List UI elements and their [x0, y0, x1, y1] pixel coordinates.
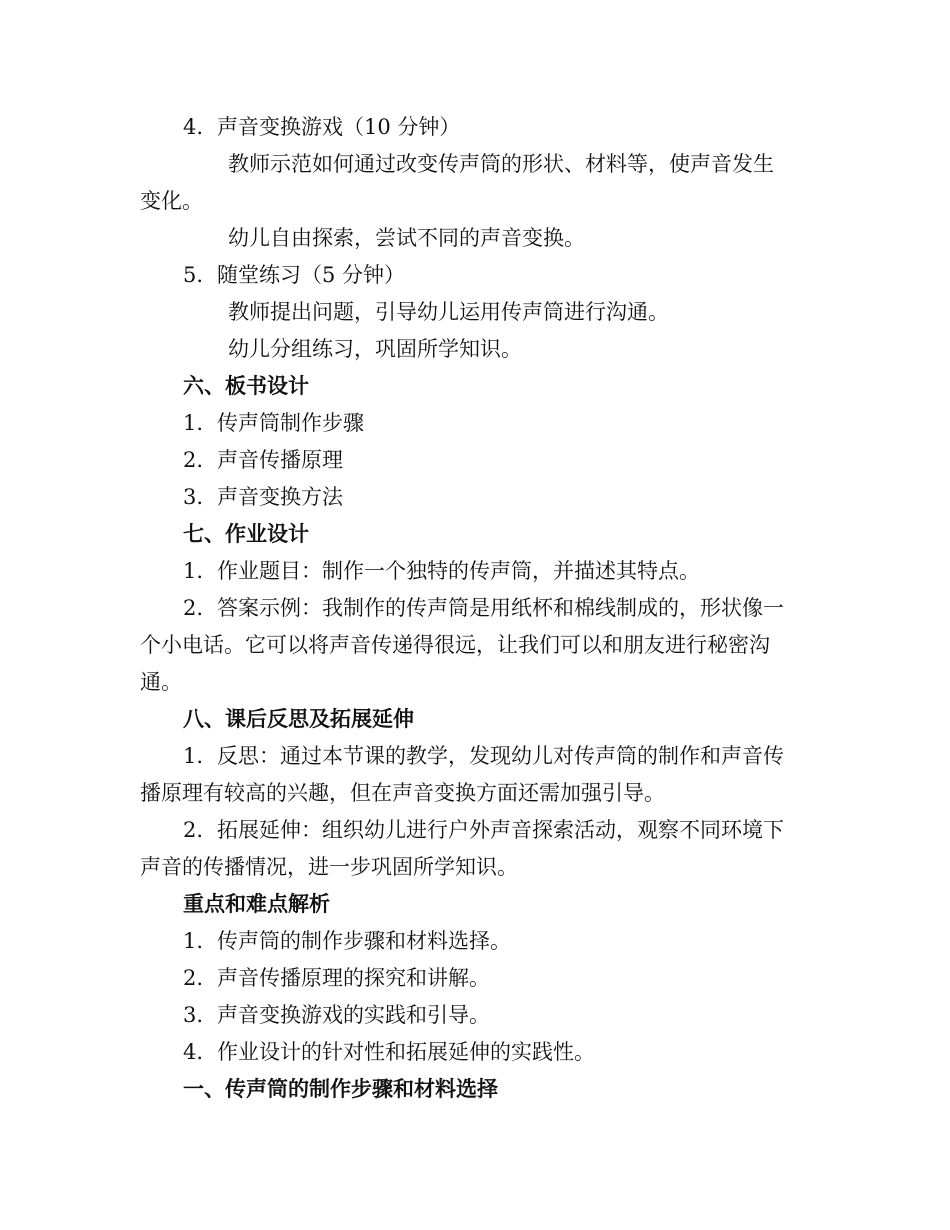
line-text: 作业设计的针对性和拓展延伸的实践性。	[217, 1040, 595, 1064]
list-number: 4.	[183, 1040, 204, 1064]
list-item	[0, 743, 950, 769]
list-number: 2.	[183, 596, 204, 620]
section-5-heading	[0, 262, 950, 288]
heading-text: 重点和难点解析	[183, 891, 330, 916]
list-item	[0, 817, 950, 843]
line-text: 幼儿自由探索，尝试不同的声音变换。	[228, 226, 585, 250]
paragraph-line	[0, 299, 950, 325]
heading-text: 七、作业设计	[183, 521, 309, 546]
line-text: 幼儿分组练习，巩固所学知识。	[228, 337, 522, 361]
line-text: 个小电话。它可以将声音传递得很远，让我们可以和朋友进行秘密沟	[140, 633, 770, 657]
section-4-heading	[0, 114, 950, 140]
list-item	[0, 1039, 950, 1065]
section-heading-6	[0, 373, 950, 399]
list-item	[0, 558, 950, 584]
heading-text: 一、传声筒的制作步骤和材料选择	[183, 1076, 498, 1101]
line-text: 播原理有较高的兴趣，但在声音变换方面还需加强引导。	[140, 781, 665, 805]
paragraph-line	[0, 780, 950, 806]
line-text: 拓展延伸：组织幼儿进行户外声音探索活动，观察不同环境下	[217, 818, 784, 842]
paragraph-line	[0, 188, 950, 214]
line-text: 随堂练习（5 分钟）	[217, 263, 406, 287]
heading-text: 八、课后反思及拓展延伸	[183, 706, 414, 731]
line-text: 答案示例：我制作的传声筒是用纸杯和棉线制成的，形状像一	[217, 596, 784, 620]
line-text: 声音变换游戏（10 分钟）	[217, 115, 461, 139]
list-item	[0, 928, 950, 954]
list-number: 2.	[183, 448, 204, 472]
list-item	[0, 1002, 950, 1028]
list-number: 1.	[183, 559, 204, 583]
list-number: 3.	[183, 485, 204, 509]
list-number: 2.	[183, 966, 204, 990]
list-item	[0, 595, 950, 621]
paragraph-line	[0, 151, 950, 177]
list-number: 4.	[183, 115, 204, 139]
line-text: 作业题目：制作一个独特的传声筒，并描述其特点。	[217, 559, 700, 583]
line-text: 教师示范如何通过改变传声筒的形状、材料等，使声音发生	[228, 152, 774, 176]
paragraph-line	[0, 225, 950, 251]
line-text: 变化。	[140, 189, 203, 213]
line-text: 声音的传播情况，进一步巩固所学知识。	[140, 855, 518, 879]
section-heading-8	[0, 706, 950, 732]
line-text: 声音传播原理	[217, 448, 343, 472]
line-text: 声音传播原理的探究和讲解。	[217, 966, 490, 990]
list-number: 3.	[183, 1003, 204, 1027]
section-heading-key-points	[0, 891, 950, 917]
line-text: 教师提出问题，引导幼儿运用传声筒进行沟通。	[228, 300, 669, 324]
paragraph-line	[0, 669, 950, 695]
list-number: 2.	[183, 818, 204, 842]
section-heading-1	[0, 1076, 950, 1102]
list-item	[0, 447, 950, 473]
line-text: 通。	[140, 670, 182, 694]
list-item	[0, 484, 950, 510]
line-text: 传声筒制作步骤	[217, 411, 364, 435]
line-text: 传声筒的制作步骤和材料选择。	[217, 929, 511, 953]
section-heading-7	[0, 521, 950, 547]
paragraph-line	[0, 336, 950, 362]
heading-text: 六、板书设计	[183, 373, 309, 398]
list-item	[0, 965, 950, 991]
list-number: 1.	[183, 744, 204, 768]
line-text: 声音变换方法	[217, 485, 343, 509]
line-text: 声音变换游戏的实践和引导。	[217, 1003, 490, 1027]
list-number: 5.	[183, 263, 204, 287]
list-number: 1.	[183, 411, 204, 435]
paragraph-line	[0, 632, 950, 658]
list-number: 1.	[183, 929, 204, 953]
paragraph-line	[0, 854, 950, 880]
list-item	[0, 410, 950, 436]
line-text: 反思：通过本节课的教学，发现幼儿对传声筒的制作和声音传	[217, 744, 784, 768]
